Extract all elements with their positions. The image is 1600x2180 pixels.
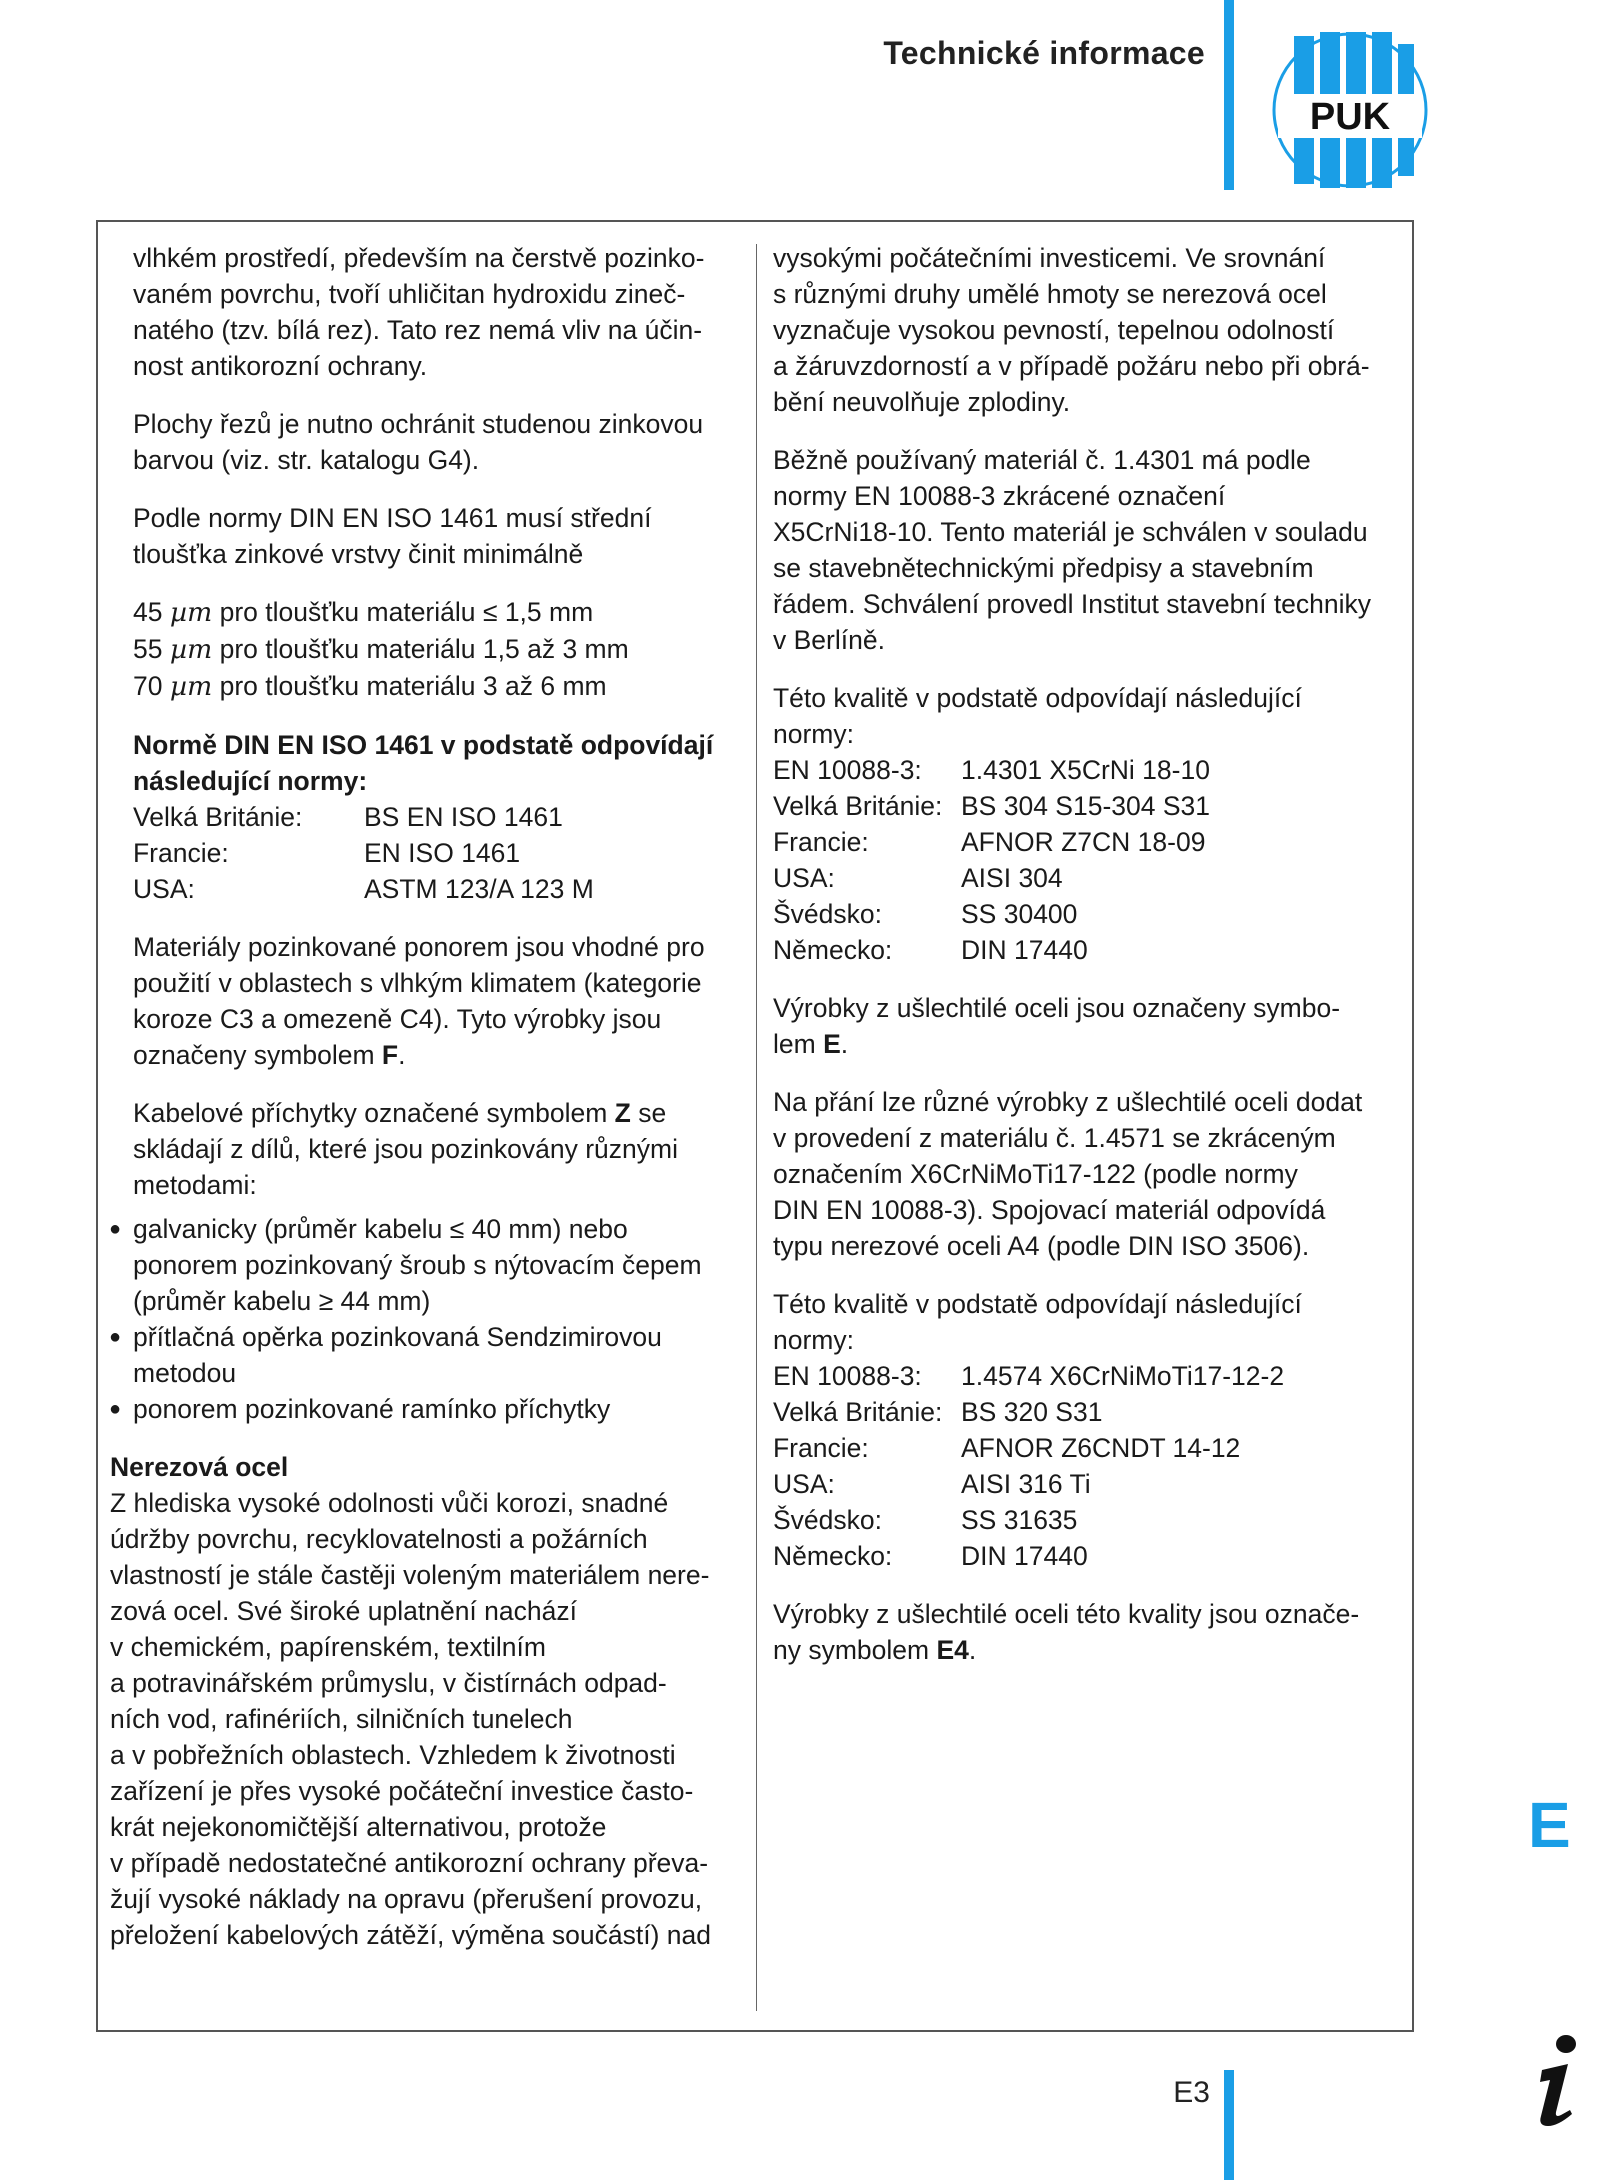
text-line: lem E. <box>773 1029 849 1059</box>
norm-row: Francie: AFNOR Z6CNDT 14-12 <box>773 1433 1241 1463</box>
para-symbol-e4 <box>773 1596 1393 1668</box>
text-line: ních vod, rafinériích, silničních tunelech <box>110 1704 573 1734</box>
norm-row: EN 10088-3: 1.4574 X6CrNiMoTi17-12-2 <box>773 1361 1285 1391</box>
text-line: typu nerezové oceli A4 (podle DIN ISO 3506). <box>773 1231 1310 1261</box>
text-line: Této kvalitě v podstatě odpovídají následující <box>773 1289 1302 1319</box>
bullet-item: ● přítlačná opěrka pozinkovaná Sendzimirovou <box>133 1319 746 1355</box>
norm-row: Velká Británie: BS 320 S31 <box>773 1397 1103 1427</box>
symbol-z: Z <box>614 1098 631 1128</box>
text-line: přeložení kabelových zátěží, výměna součástí) nad <box>110 1920 711 1950</box>
text-line: natého (tzv. bílá rez). Tato rez nemá vliv na účin- <box>133 315 703 345</box>
text-line: zařízení je přes vysoké počáteční investice často- <box>110 1776 694 1806</box>
norm-heading: následující normy: <box>133 766 368 796</box>
section-tab-letter: E <box>1528 1789 1571 1861</box>
thickness-row: 70 µm pro tloušťku materiálu 3 až 6 mm <box>133 671 607 702</box>
norm-row: Velká Británie: BS 304 S15-304 S31 <box>773 791 1210 821</box>
text-line: Výrobky z ušlechtilé oceli této kvality jsou označe- <box>773 1599 1360 1629</box>
text-line: nost antikorozní ochrany. <box>133 351 428 381</box>
norm-equivalents <box>110 727 746 907</box>
para-material-1-4571 <box>773 1084 1393 1264</box>
norm-row: Švédsko: SS 30400 <box>773 899 1078 929</box>
text-line: v chemickém, papírenském, textilním <box>110 1632 546 1662</box>
text-line: žují vysoké náklady na opravu (přerušení provozu, <box>110 1884 703 1914</box>
norm-row: USA: AISI 304 <box>773 863 1063 893</box>
text-line: vysokými počátečními investicemi. Ve srovnání <box>773 243 1326 273</box>
left-column <box>110 240 746 1975</box>
norm-row: EN 10088-3: 1.4301 X5CrNi 18-10 <box>773 755 1210 785</box>
text-line: normy: <box>773 1325 854 1355</box>
thickness-row: 45 µm pro tloušťku materiálu ≤ 1,5 mm <box>133 597 594 628</box>
text-line: se stavebnětechnickými předpisy a stavebním <box>773 553 1314 583</box>
text-line: tloušťka zinkové vrstvy činit minimálně <box>133 539 584 569</box>
norm-row: Německo: DIN 17440 <box>773 1541 1088 1571</box>
bullet-item: ● galvanicky (průměr kabelu ≤ 40 mm) nebo <box>133 1211 746 1247</box>
page-title: Technické informace <box>883 35 1205 71</box>
text-line: Na přání lze různé výrobky z ušlechtilé oceli dodat <box>773 1087 1363 1117</box>
text-line: vyznačuje vysokou pevností, tepelnou odolností <box>773 315 1335 345</box>
header-accent-bar <box>1224 0 1234 190</box>
text-line: normy EN 10088-3 zkrácené označení <box>773 481 1226 511</box>
bullet-item: ● ponorem pozinkované ramínko příchytky <box>133 1391 746 1427</box>
logo-text: PUK <box>1309 96 1391 138</box>
bullet-dot-icon: ● <box>109 1326 122 1348</box>
text-line: normy: <box>773 719 854 749</box>
text-line: ponorem pozinkovaný šroub s nýtovacím čepem <box>133 1250 702 1280</box>
text-line: Plochy řezů je nutno ochránit studenou zinkovou <box>133 409 704 439</box>
norm-row: Německo: DIN 17440 <box>773 935 1088 965</box>
text-line: krát nejekonomičtější alternativou, protože <box>110 1812 607 1842</box>
puk-logo <box>1270 30 1430 190</box>
text-line: koroze C3 a omezeně C4). Tyto výrobky jsou <box>133 1004 662 1034</box>
text-line: s různými druhy umělé hmoty se nerezová ocel <box>773 279 1327 309</box>
text-line: Kabelové příchytky označené symbolem Z se <box>133 1098 667 1128</box>
text-line: X5CrNi18-10. Tento materiál je schválen v souladu <box>773 517 1368 547</box>
text-line: Z hlediska vysoké odolnosti vůči korozi, snadné <box>110 1488 669 1518</box>
text-line: označeny symbolem F. <box>133 1040 406 1070</box>
text-line: a žáruvzdorností a v případě požáru nebo při obrá- <box>773 351 1370 381</box>
norm-row: Francie: AFNOR Z7CN 18-09 <box>773 827 1206 857</box>
norm-row: Švédsko: SS 31635 <box>773 1505 1078 1535</box>
text-line: údržby povrchu, recyklovatelnosti a požárních <box>110 1524 648 1554</box>
norm-row: USA: ASTM 123/A 123 M <box>133 874 594 904</box>
text-line: a v pobřežních oblastech. Vzhledem k životnosti <box>110 1740 676 1770</box>
bullet-dot-icon: ● <box>109 1218 122 1240</box>
para-material-1-4301 <box>773 442 1393 658</box>
text-line: zová ocel. Své široké uplatnění nachází <box>110 1596 577 1626</box>
text-line: Této kvalitě v podstatě odpovídají následující <box>773 683 1302 713</box>
text-line: vaném povrchu, tvoří uhličitan hydroxidu zineč- <box>133 279 686 309</box>
norm-row: Francie: EN ISO 1461 <box>133 838 521 868</box>
text-line: barvou (viz. str. katalogu G4). <box>133 445 480 475</box>
text-line: řádem. Schválení provedl Institut stavební techniky <box>773 589 1372 619</box>
symbol-e: E <box>823 1029 841 1059</box>
column-divider <box>756 244 757 2011</box>
text-line: metodami: <box>133 1170 257 1200</box>
text-line: v případě nedostatečné antikorozní ochrany převa- <box>110 1848 709 1878</box>
text-line: v provedení z materiálu č. 1.4571 se zkráceným <box>773 1123 1336 1153</box>
text-line: Výrobky z ušlechtilé oceli jsou označeny symbo- <box>773 993 1341 1023</box>
text-line: použití v oblastech s vlhkým klimatem (kategorie <box>133 968 702 998</box>
text-line: Podle normy DIN EN ISO 1461 musí střední <box>133 503 652 533</box>
symbol-f: F <box>381 1040 399 1070</box>
para-din-norm <box>110 500 746 572</box>
text-line: vlhkém prostředí, především na čerstvě pozinko- <box>133 243 705 273</box>
section-stainless <box>110 1449 746 1953</box>
right-column <box>773 240 1393 1690</box>
thickness-row: 55 µm pro tloušťku materiálu 1,5 až 3 mm <box>133 634 629 665</box>
norm-row: Velká Británie: BS EN ISO 1461 <box>133 802 563 832</box>
text-line: DIN EN 10088-3). Spojovací materiál odpovídá <box>773 1195 1326 1225</box>
symbol-e4: E4 <box>936 1635 969 1665</box>
thickness-list <box>110 594 746 705</box>
section-heading: Nerezová ocel <box>110 1452 289 1482</box>
para-white-rust <box>110 240 746 384</box>
norm-row: USA: AISI 316 Ti <box>773 1469 1091 1499</box>
text-line: ny symbolem E4. <box>773 1635 977 1665</box>
para-hot-dip <box>110 929 746 1073</box>
page-number: E3 <box>1173 2076 1210 2109</box>
text-line: bění neuvolňuje zplodiny. <box>773 387 1071 417</box>
text-line: v Berlíně. <box>773 625 885 655</box>
text-line: skládají z dílů, které jsou pozinkovány různými <box>133 1134 678 1164</box>
bullet-list <box>110 1211 746 1427</box>
text-line: vlastností je stále častěji voleným materiálem nere- <box>110 1560 710 1590</box>
para-symbol-e <box>773 990 1393 1062</box>
para-stainless-cont <box>773 240 1393 420</box>
norms-table-2 <box>773 1286 1393 1574</box>
text-line: metodou <box>133 1358 237 1388</box>
para-cut-surfaces <box>110 406 746 478</box>
text-line: Běžně používaný materiál č. 1.4301 má podle <box>773 445 1311 475</box>
info-icon <box>1528 2030 1588 2130</box>
norms-table-1 <box>773 680 1393 968</box>
norm-heading: Normě DIN EN ISO 1461 v podstatě odpovídají <box>133 730 714 760</box>
text-line: (průměr kabelu ≥ 44 mm) <box>133 1286 431 1316</box>
text-line: a potravinářském průmyslu, v čistírnách odpad- <box>110 1668 667 1698</box>
footer-accent-bar <box>1224 2070 1234 2180</box>
text-line: Materiály pozinkované ponorem jsou vhodné pro <box>133 932 705 962</box>
bullet-dot-icon: ● <box>109 1398 122 1420</box>
para-cable-clips <box>110 1095 746 1203</box>
text-line: označením X6CrNiMoTi17-122 (podle normy <box>773 1159 1298 1189</box>
